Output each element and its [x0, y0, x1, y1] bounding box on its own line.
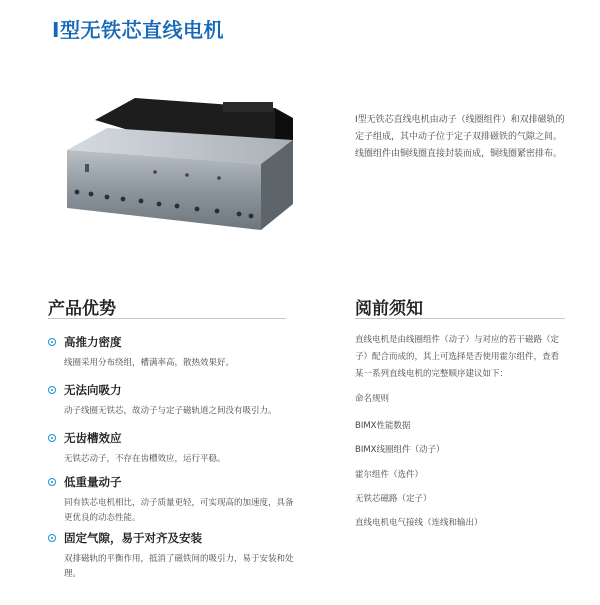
- preface-item: 命名规则: [355, 394, 390, 404]
- preface-heading: 阅前须知: [355, 299, 423, 319]
- advantage-description: 无铁芯动子，不存在齿槽效应，运行平稳。: [64, 454, 226, 464]
- preface-intro: 直线电机是由线圈组件（动子）与对应的若干磁路（定子）配合而成的，其上可选择是否使用霍尔组件，查看某一系列直线电机的完整顺序建议如下：: [355, 335, 560, 379]
- advantage-description: 线圈采用分布绕组，槽满率高，散热效果好。: [64, 358, 235, 368]
- advantage-heading: 无法向吸力: [64, 383, 122, 397]
- advantage-heading: 高推力密度: [64, 335, 122, 349]
- intro-paragraph: I型无铁芯直线电机由动子（线圈组件）和双排磁轨的定子组成，其中动子位于定子双排磁铁的气隙之间。线圈组件由铜线圈直接封装而成，铜线圈紧密排布。: [355, 115, 565, 159]
- page-title: I型无铁芯直线电机: [52, 18, 224, 42]
- advantage-heading: 固定气隙，易于对齐及安装: [64, 531, 202, 545]
- advantage-description: 双排磁轨的平衡作用，抵消了磁铁间的吸引力，易于安装和处理。: [64, 554, 294, 579]
- advantage-description: 同有铁芯电机相比，动子质量更轻，可实现高的加速度，具备更优良的动态性能。: [64, 498, 294, 523]
- bullet-icon: [48, 338, 56, 346]
- advantage-description: 动子线圈无铁芯，故动子与定子磁轨道之间没有吸引力。: [64, 406, 277, 416]
- preface-item: BIMX性能数据: [355, 421, 411, 431]
- advantage-heading: 低重量动子: [64, 475, 122, 489]
- preface-divider: [355, 318, 565, 319]
- advantage-heading: 无齿槽效应: [64, 431, 122, 445]
- preface-item: 无铁芯磁路（定子）: [355, 494, 432, 504]
- bullet-icon: [48, 434, 56, 442]
- bullet-icon: [48, 534, 56, 542]
- advantages-divider: [48, 318, 286, 319]
- advantages-heading: 产品优势: [48, 299, 116, 319]
- preface-item: BIMX线圈组件（动子）: [355, 445, 445, 455]
- linear-motor-product-image: [55, 80, 305, 240]
- preface-item: 直线电机电气接线（连线和输出）: [355, 518, 483, 528]
- preface-item: 霍尔组件（选件）: [355, 470, 424, 480]
- bullet-icon: [48, 386, 56, 394]
- bullet-icon: [48, 478, 56, 486]
